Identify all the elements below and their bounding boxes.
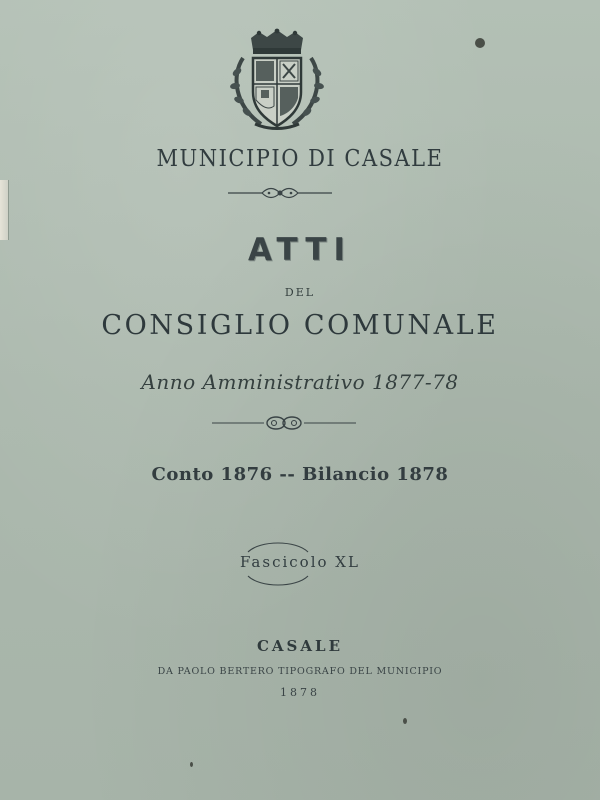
binding-edge — [0, 180, 9, 240]
printer-line: DA PAOLO BERTERO TIPOGRAFO DEL MUNICIPIO — [157, 666, 443, 677]
municipality-heading: MUNICIPIO DI CASALE — [156, 144, 444, 172]
accounts-budget-line: Conto 1876 -- Bilancio 1878 — [151, 464, 449, 485]
ink-spot — [403, 718, 407, 724]
administrative-year: Anno Amministrativo 1877-78 — [141, 370, 459, 394]
place-of-printing: CASALE — [256, 637, 344, 655]
ink-spot — [475, 38, 485, 48]
document-title: ATTI — [247, 232, 353, 268]
flourish-divider-icon — [228, 184, 332, 202]
fascicle-number: Fascicolo XL — [240, 553, 360, 571]
publication-year: 1878 — [280, 686, 320, 699]
coat-of-arms-icon — [225, 28, 329, 132]
title-connector: DEL — [284, 286, 316, 299]
scroll-divider-icon — [212, 414, 356, 432]
council-title: CONSIGLIO COMUNALE — [101, 310, 499, 341]
ink-spot — [190, 762, 193, 767]
